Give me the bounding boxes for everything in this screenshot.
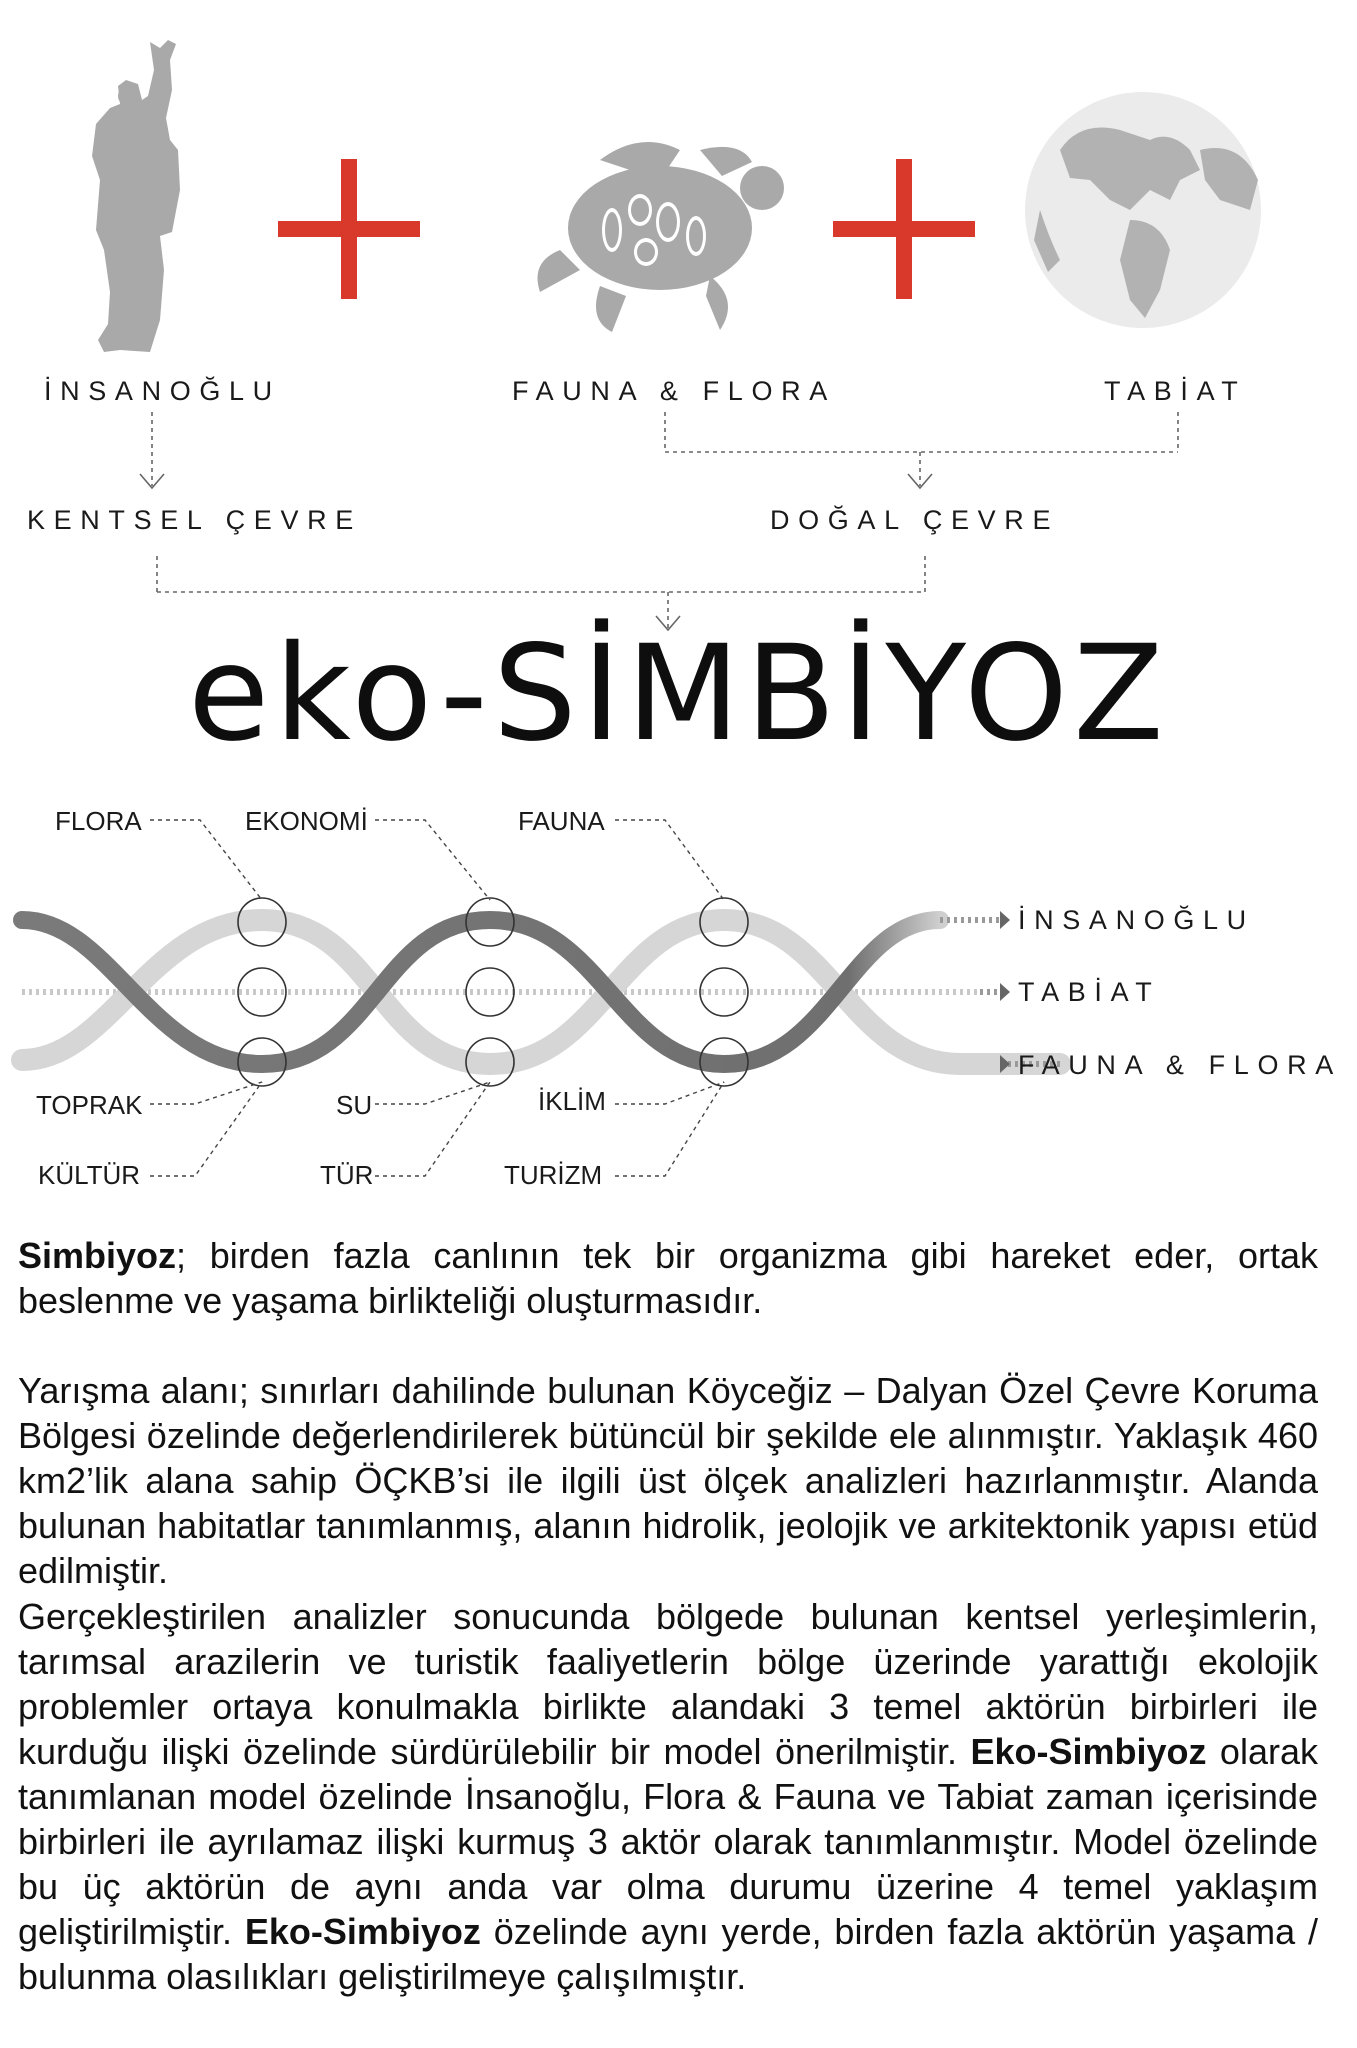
helix-label-flora: FLORA — [55, 806, 142, 836]
definition-text: ; birden fazla canlının tek bir organizma gibi hareket eder, ortak beslenme ve yaşama birlikteliği oluşturmasıdır. — [18, 1235, 1318, 1321]
helix-label-fauna: FAUNA — [518, 806, 605, 836]
model-text-c: olarak tanımlanan model özelinde İnsanoğlu, Flora & Fauna ve Tabiat zaman içerisinde birbirleri ile ayrılamaz ilişki kurmuş 3 aktör olarak tanımlanmıştır. Model özelinde bu üç aktörün de aynı anda var olma durumu üzerine 4 temel yaklaşım geliştirilmiştir. — [18, 1731, 1318, 1952]
label-insanoglu: İNSANOĞLU — [44, 376, 281, 406]
helix-label-turizm: TURİZM — [504, 1160, 603, 1190]
helix-label-toprak: TOPRAK — [36, 1090, 143, 1120]
helix-label-su: SU — [336, 1090, 373, 1120]
label-dogal-cevre: DOĞAL ÇEVRE — [770, 505, 1060, 535]
plus-icon — [833, 159, 975, 299]
term-eko-simbiyoz: Eko-Simbiyoz — [970, 1731, 1207, 1772]
turtle-icon — [538, 142, 785, 332]
human-figure-icon — [92, 40, 180, 352]
label-fauna-flora: FAUNA & FLORA — [512, 376, 836, 406]
output-label-insanoglu: İNSANOĞLU — [1018, 905, 1255, 935]
label-tabiat: TABİAT — [1104, 376, 1247, 406]
helix-label-ekonomi: EKONOMİ — [245, 806, 368, 836]
helix-label-kultur: KÜLTÜR — [38, 1160, 141, 1190]
globe-icon — [1025, 92, 1261, 328]
diagram-title: eko-SİMBİYOZ — [188, 617, 1169, 771]
output-arrow-icon — [1000, 911, 1010, 929]
callout-leaders — [150, 820, 724, 1176]
term-simbiyoz: Simbiyoz — [18, 1235, 177, 1276]
label-kentsel-cevre: KENTSEL ÇEVRE — [27, 505, 362, 535]
output-label-tabiat: TABİAT — [1018, 977, 1161, 1007]
paragraph-study-area: Yarışma alanı; sınırları dahilinde bulunan Köyceğiz – Dalyan Özel Çevre Koruma Bölgesi özelinde değerlendirilerek bütüncül bir şekilde ele alınmıştır. Yaklaşık 460 km2’lik alana sahip ÖÇKB’si ile ilgili üst ölçek analizleri hazırlanmıştır. Alanda bulunan habitatlar tanımlanmış, alanın hidrolik, jeolojik ve arkitektonik yapısı etüd edilmiştir. — [18, 1370, 1318, 1591]
paragraph-definition — [18, 1233, 1318, 1323]
helix-label-tur: TÜR — [320, 1160, 374, 1190]
paragraph-model — [18, 1594, 1318, 1999]
output-arrow-icon — [1000, 983, 1010, 1001]
plus-icon — [278, 159, 420, 299]
term-eko-simbiyoz: Eko-Simbiyoz — [244, 1911, 481, 1952]
model-text-a: Gerçekleştirilen analizler sonucunda bölgede bulunan kentsel yerleşimlerin, tarımsal arazilerin ve turistik faaliyetlerin bölge üzerinde yarattığı ekolojik problemler ortaya konulmakla birlikte alandaki 3 temel aktörün birbirleri ile kurduğu ilişki özelinde sürdürülebilir bir model önerilmiştir. — [18, 1596, 1318, 1772]
helix-label-iklim: İKLİM — [538, 1086, 606, 1116]
model-text-e: özelinde aynı yerde, birden fazla aktörün yaşama / bulunma olasılıkları geliştirilmeye çalışılmıştır. — [18, 1911, 1318, 1997]
output-label-fauna-flora: FAUNA & FLORA — [1018, 1050, 1342, 1080]
